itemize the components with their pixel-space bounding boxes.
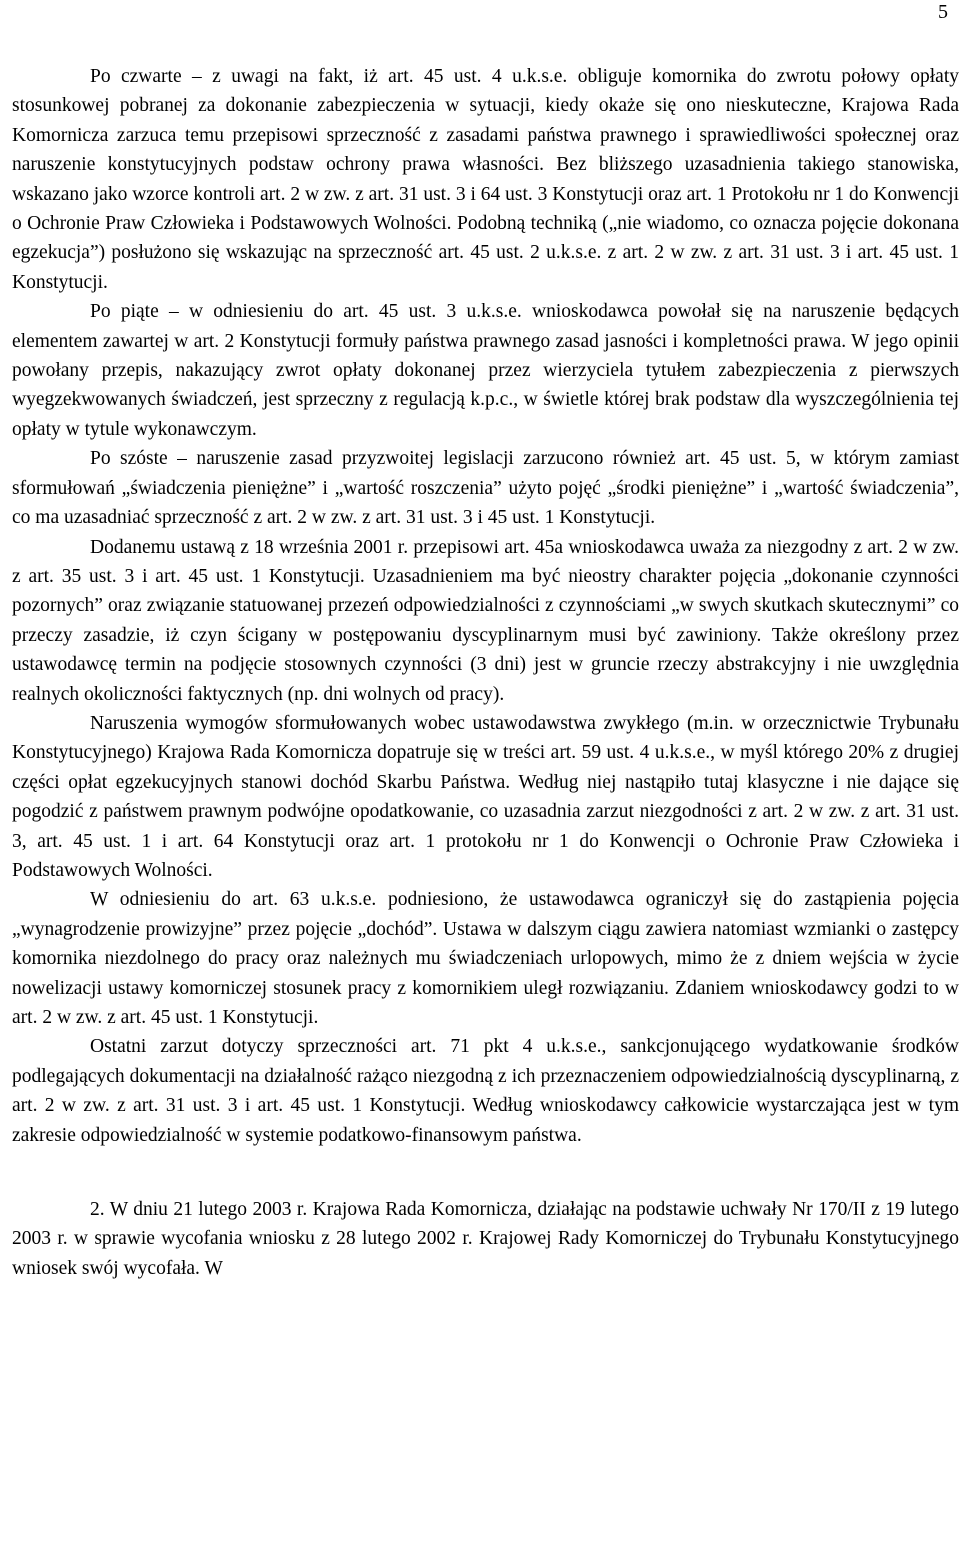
paragraph-art-45a: Dodanemu ustawą z 18 września 2001 r. przepisowi art. 45a wnioskodawca uważa za niezgodny z art. 2 w zw. z art. 35 ust. 3 i art. 45 ust. 1 Konstytucji. Uzasadnieniem ma być nieostry charakter pojęcia „dokonanie czynności pozornych” oraz związanie statuowanej przezeń odpowiedzialności z czynnościami „w swych skutkach skutecznymi” co przeczy zasadzie, iż czyn ścigany w postępowaniu dyscyplinarnym musi być zawiniony. Także określony przez ustawodawcę termin na podjęcie stosownych czynności (3 dni) jest w gruncie rzeczy abstrakcyjny i nie uwzględnia realnych okoliczności faktycznych (np. dni wolnych od pracy). [12,536,959,705]
page-number: 5 [938,1,948,23]
section-spacer [12,1150,959,1195]
paragraph-po-czwarte: Po czwarte – z uwagi na fakt, iż art. 45 ust. 4 u.k.s.e. obliguje komornika do zwrotu połowy opłaty stosunkowej pobranej za dokonanie zabezpieczenia w sytuacji, kiedy okaże się ono nieskuteczne, Krajowa Rada Komornicza zarzuca temu przepisowi sprzeczność z zasadami państwa prawnego i sprawiedliwości społecznej oraz naruszenie konstytucyjnych podstaw ochrony prawa własności. Bez bliższego uzasadnienia takiego stanowiska, wskazano jako wzorce kontroli art. 2 w zw. z art. 31 ust. 3 i 64 ust. 3 Konstytucji oraz art. 1 Protokołu nr 1 do Konwencji o Ochronie Praw Człowieka i Podstawowych Wolności. Podobną techniką („nie wiadomo, co oznacza pojęcie dokonana egzekucja”) posłużono się wskazując na sprzeczność art. 45 ust. 2 u.k.s.e. z art. 2 w zw. z art. 31 ust. 3 i art. 45 ust. 1 Konstytucji. [12,66,959,293]
section-2-paragraph: 2. W dniu 21 lutego 2003 r. Krajowa Rada Komornicza, działając na podstawie uchwały Nr 170/II z 19 lutego 2003 r. w sprawie wycofania wniosku z 28 lutego 2002 r. Krajowej Rady Komorniczej do Trybunału Konstytucyjnego wniosek swój wycofała. W [12,1199,959,1279]
paragraph-po-szoste: Po szóste – naruszenie zasad przyzwoitej legislacji zarzucono również art. 45 ust. 5, w którym zamiast sformułowań „świadczenia pieniężne” i „wartość roszczenia” użyto pojęć „środki pieniężne” i „wartość świadczenia”, co ma uzasadniać sprzeczność z art. 2 w zw. z art. 31 ust. 3 i 45 ust. 1 Konstytucji. [12,448,959,529]
paragraph-art-63: W odniesieniu do art. 63 u.k.s.e. podniesiono, że ustawodawca ograniczył się do zastąpienia pojęcia „wynagrodzenie prowizyjne” przez pojęcie „dochód”. Ustawa w dalszym ciągu zawiera natomiast wzmianki o zastępcy komornika niezdolnego do pracy oraz należnych mu świadczeniach urlopowych, mimo że z dniem wejścia w życie nowelizacji ustawy komorniczej stosunek pracy z komornikiem uległ rozwiązaniu. Zdaniem wnioskodawcy godzi to w art. 2 w zw. z art. 45 ust. 1 Konstytucji. [12,889,959,1028]
document-body [12,62,959,1283]
paragraph-art-59: Naruszenia wymogów sformułowanych wobec ustawodawstwa zwykłego (m.in. w orzecznictwie Trybunału Konstytucyjnego) Krajowa Rada Komornicza dopatruje się w treści art. 59 ust. 4 u.k.s.e., w myśl którego 20% z drugiej części opłat egzekucyjnych stanowi dochód Skarbu Państwa. Według niej nastąpiło tutaj klasyczne i nie dające się pogodzić z państwem prawnym podwójne opodatkowanie, co uzasadnia zarzut niezgodności z art. 2 w zw. z art. 31 ust. 3, art. 45 ust. 1 i art. 64 Konstytucji oraz art. 1 protokołu nr 1 do Konwencji o Ochronie Praw Człowieka i Podstawowych Wolności. [12,712,959,881]
paragraph-po-piate: Po piąte – w odniesieniu do art. 45 ust. 3 u.k.s.e. wnioskodawca powołał się na naruszenie będących elementem zawartej w art. 2 Konstytucji formuły państwa prawnego zasad jasności i kompletności prawa. W jego opinii powołany przepis, nakazujący zwrot opłaty dokonanej przez wierzyciela tytułem zabezpieczenia z pierwszych wyegzekwowanych świadczeń, jest sprzeczny z regulacją k.p.c., w świetle której brak podstaw dla wyszczególnienia tej opłaty w tytule wykonawczym. [12,301,959,440]
paragraph-art-71: Ostatni zarzut dotyczy sprzeczności art. 71 pkt 4 u.k.s.e., sankcjonującego wydatkowanie środków podlegających dokumentacji na działalność rażąco niezgodną z ich przeznaczeniem odpowiedzialnością dyscyplinarną, z art. 2 w zw. z art. 31 ust. 3 i art. 45 ust. 1 Konstytucji. Według wnioskodawcy całkowicie wystarczająca jest w tym zakresie odpowiedzialność w systemie podatkowo-finansowym państwa. [12,1036,959,1146]
